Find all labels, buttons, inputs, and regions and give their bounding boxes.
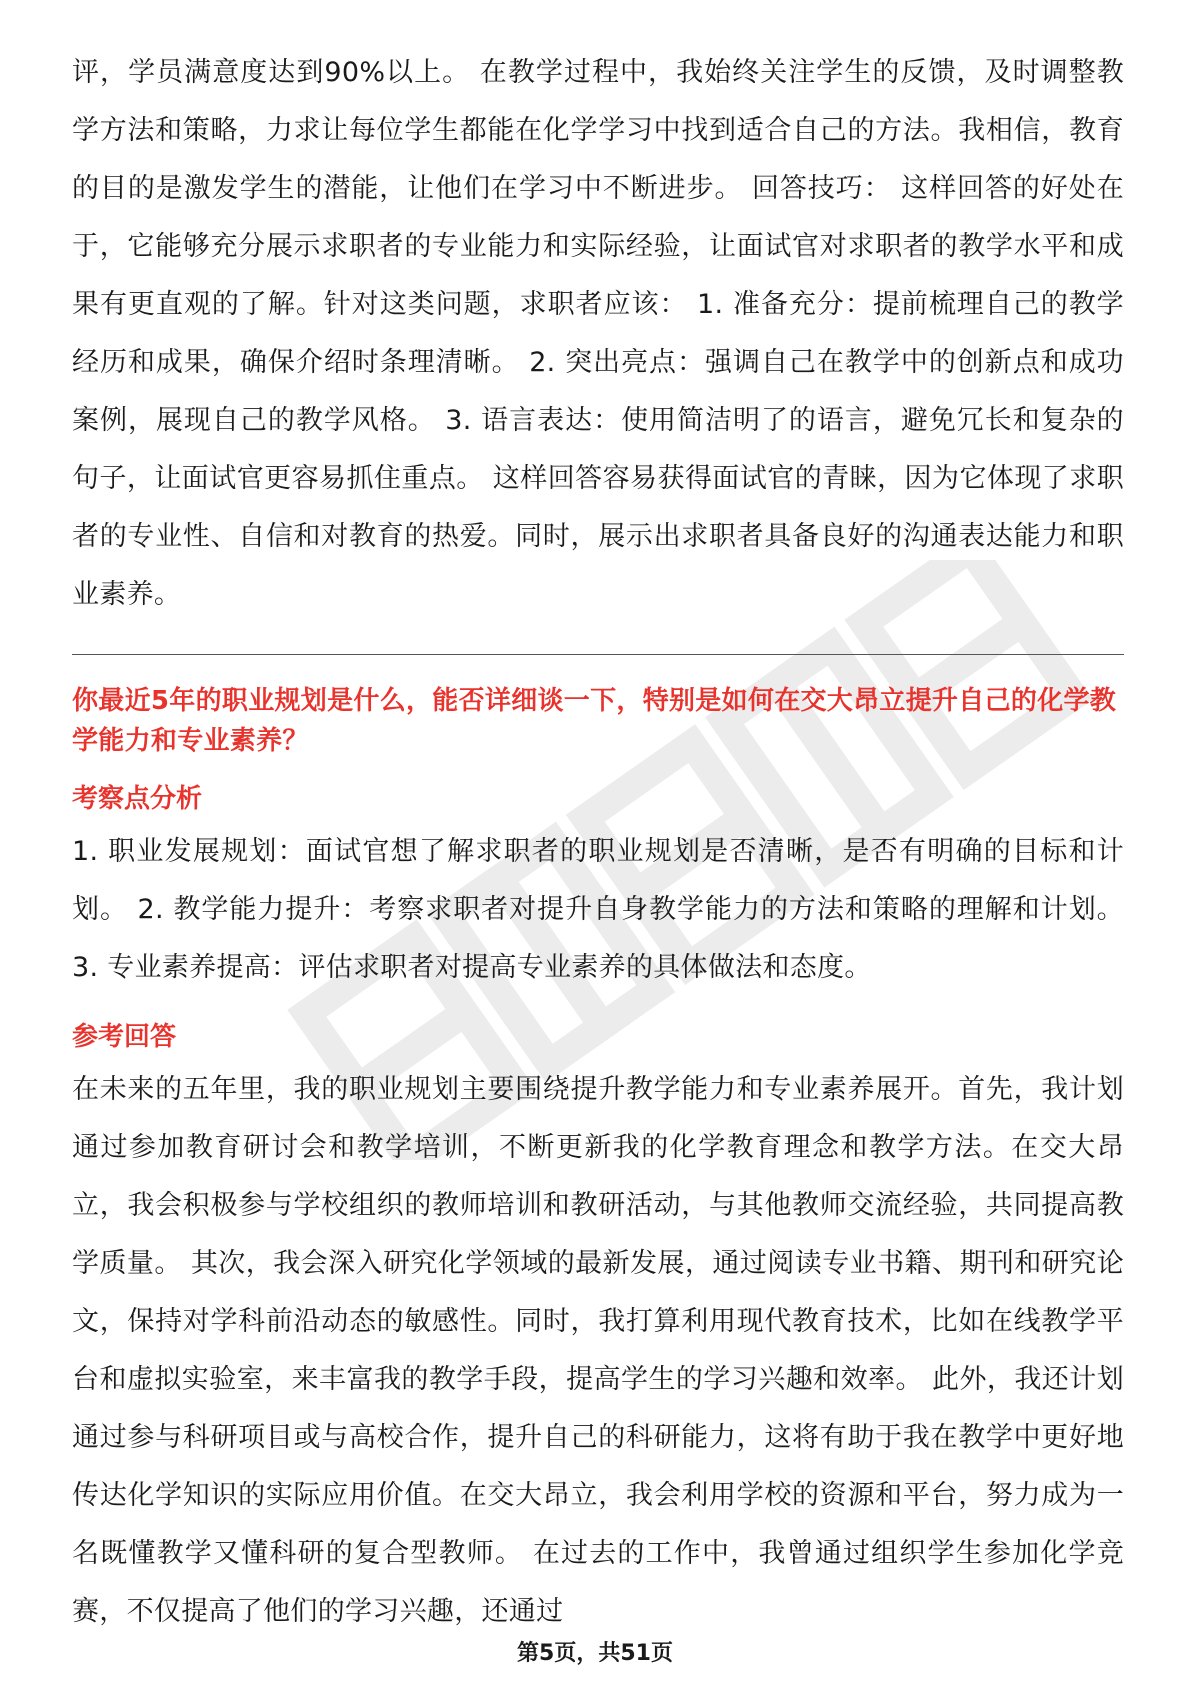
interview-question: 你最近5年的职业规划是什么，能否详细谈一下，特别是如何在交大昂立提升自己的化学教学能力和专业素养？ — [72, 686, 1117, 756]
main-content — [72, 44, 1124, 1641]
analysis-heading: 考察点分析 — [72, 784, 203, 814]
answer-paragraph: 在未来的五年里，我的职业规划主要围绕提升教学能力和专业素养展开。首先，我计划通过参加教育研讨会和教学培训，不断更新我的化学教育理念和教学方法。在交大昂立，我会积极参与学校组织的教师培训和教研活动，与其他教师交流经验，共同提高教学质量。 其次，我会深入研究化学领域的最新发展，通过阅读专业书籍、期刊和研究论文，保持对学科前沿动态的敏感性。同时，我打算利用现代教育技术，比如在线教学平台和虚拟实验室，来丰富我的教学手段，提高学生的学习兴趣和效率。 此外，我还计划通过参与科研项目或与高校合作，提升自己的科研能力，这将有助于我在教学中更好地传达化学知识的实际应用价值。在交大昂立，我会利用学校的资源和平台，努力成为一名既懂教学又懂科研的复合型教师。 在过去的工作中，我曾通过组织学生参加化学竞赛，不仅提高了他们的学习兴趣，还通过 — [72, 1074, 1124, 1627]
section-divider — [72, 654, 1124, 655]
analysis-paragraph: 1. 职业发展规划：面试官想了解求职者的职业规划是否清晰，是否有明确的目标和计划。 2. 教学能力提升：考察求职者对提升自身教学能力的方法和策略的理解和计划。 3. 专业素养提高：评估求职者对提高专业素养的具体做法和态度。 — [72, 836, 1124, 983]
intro-paragraph: 评，学员满意度达到90%以上。 在教学过程中，我始终关注学生的反馈，及时调整教学方法和策略，力求让每位学生都能在化学学习中找到适合自己的方法。我相信，教育的目的是激发学生的潜能，让他们在学习中不断进步。 回答技巧： 这样回答的好处在于，它能够充分展示求职者的专业能力和实际经验，让面试官对求职者的教学水平和成果有更直观的了解。针对这类问题，求职者应该： 1. 准备充分：提前梳理自己的教学经历和成果，确保介绍时条理清晰。 2. 突出亮点：强调自己在教学中的创新点和成功案例，展现自己的教学风格。 3. 语言表达：使用简洁明了的语言，避免冗长和复杂的句子，让面试官更容易抓住重点。 这样回答容易获得面试官的青睐，因为它体现了求职者的专业性、自信和对教育的热爱。同时，展示出求职者具备良好的沟通表达能力和职业素养。 — [72, 57, 1124, 610]
page-number: 第5页，共51页 — [517, 1641, 673, 1666]
answer-heading: 参考回答 — [72, 1022, 177, 1052]
